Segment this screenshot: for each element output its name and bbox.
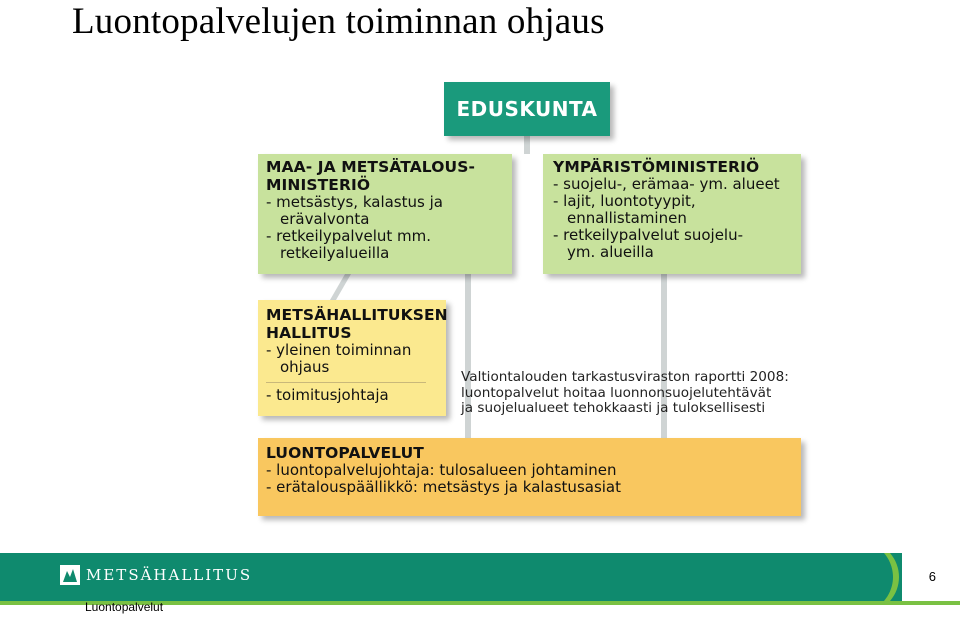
mh-title-line: HALLITUS [266,324,352,342]
footer-label: Luontopalvelut [85,600,164,614]
audit-note-line: Valtiontalouden tarkastusviraston raportti 2008: [461,369,789,385]
lp-line: - luontopalvelujohtaja: tulosalueen johtaminen [266,461,617,479]
mmm-line: retkeilyalueilla [280,244,390,262]
mh-title-line: METSÄHALLITUKSEN [266,306,448,324]
ym-line: - lajit, luontotyypit, [553,192,696,210]
ym-line: - retkeilypalvelut suojelu- [553,226,744,244]
metsahallituksen-hallitus-box [258,300,446,416]
eduskunta-title: EDUSKUNTA [456,97,598,121]
ymparistoministerio-box [543,154,801,274]
logo-text: METSÄHALLITUS [86,566,253,584]
lp-line: - erätalouspäällikkö: metsästys ja kalastusasiat [266,478,622,496]
footer-curve-decoration [874,553,904,601]
audit-note [461,370,806,417]
lp-title: LUONTOPALVELUT [266,444,424,462]
eduskunta-box [444,82,610,136]
page-number: 6 [928,569,936,584]
slide-title: Luontopalvelujen toiminnan ohjaus [72,1,605,42]
mh-line: - yleinen toiminnan [266,341,412,359]
mh-line: - toimitusjohtaja [266,386,389,404]
logo-emblem-icon [60,565,80,585]
connector-eduskunta-stem [524,136,530,154]
mh-line: ohjaus [280,358,330,376]
ym-line: ym. alueilla [567,243,654,261]
audit-note-line: luontopalvelut hoitaa luonnonsuojelutehtävät [461,384,772,401]
mmm-title-line: MINISTERIÖ [266,176,371,194]
mh-divider [266,382,426,383]
mmm-title-line: MAA- JA METSÄTALOUS- [266,158,475,176]
audit-note-line: ja suojelualueet tehokkaasti ja tuloksellisesti [461,400,766,416]
ym-line: - suojelu-, erämaa- ym. alueet [553,175,780,193]
connector-mmm-to-mh [330,274,351,300]
maa-ja-metsatalousministerio-box [258,154,512,274]
ym-title: YMPÄRISTÖMINISTERIÖ [553,158,760,176]
luontopalvelut-box [258,438,801,516]
mmm-line: - metsästys, kalastus ja [266,193,443,211]
ym-line: ennallistaminen [567,209,687,227]
metsahallitus-logo [60,565,252,585]
mmm-line: erävalvonta [280,210,370,228]
mmm-line: - retkeilypalvelut mm. [266,227,432,245]
